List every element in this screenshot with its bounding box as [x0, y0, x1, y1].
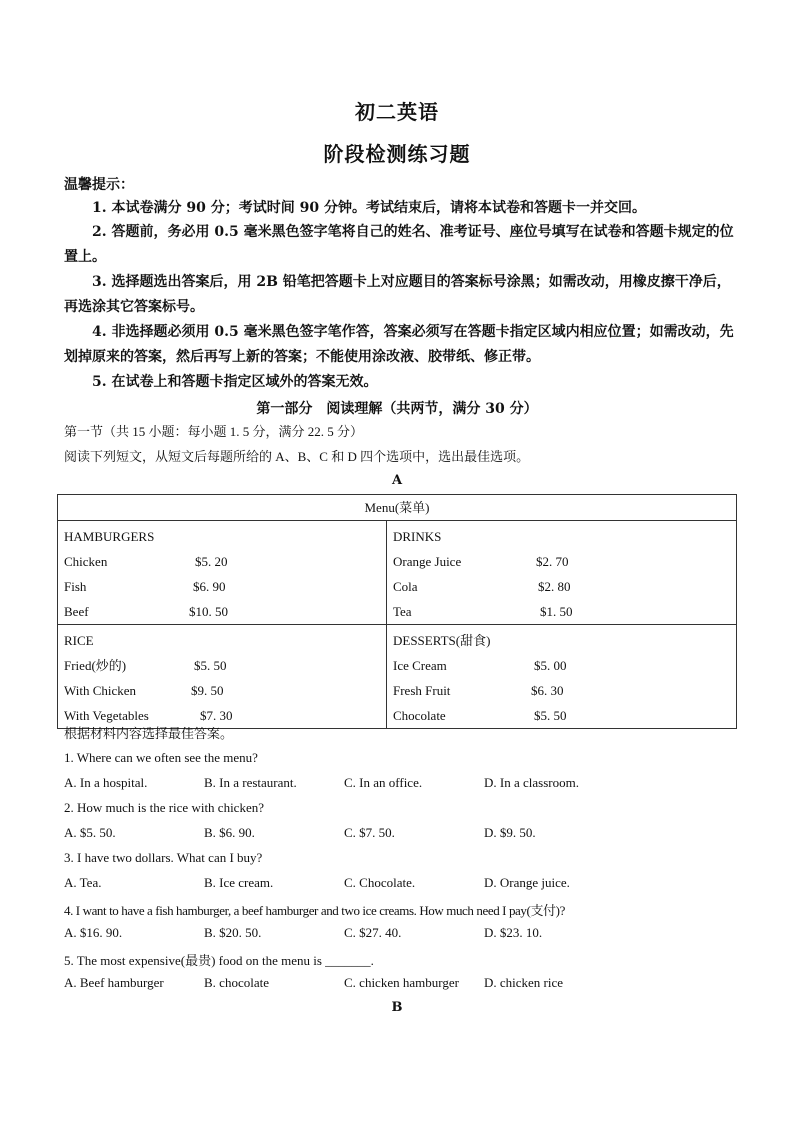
menu-item-name: With Chicken [64, 683, 137, 698]
menu-item-price: $2. 70 [536, 554, 569, 569]
question-5: 5. The most expensive(最贵) food on the menu is _______. [64, 953, 374, 968]
menu-item [393, 599, 730, 624]
reading-instruction: 阅读下列短文，从短文后每题所给的 A、B、C 和 D 四个选项中，选出最佳选项。 [64, 449, 530, 464]
menu-item-name: Cola [393, 579, 418, 594]
page-subtitle: 阶段检测练习题 [323, 142, 471, 166]
menu-item-price: $5. 50 [534, 708, 567, 723]
menu-item-price: $10. 50 [189, 604, 228, 619]
menu-item-name: Tea [393, 604, 412, 619]
menu-item-price: $7. 30 [200, 708, 233, 723]
menu-item [393, 678, 730, 703]
menu-item-name: Ice Cream [393, 658, 447, 673]
menu-item [64, 653, 380, 678]
menu-section-rice [58, 625, 387, 729]
menu-item-price: $5. 50 [194, 658, 227, 673]
question-5-option-d: D. chicken rice [484, 975, 564, 990]
menu-item [64, 549, 380, 574]
question-4-option-a: A. $16. 90. [64, 925, 123, 940]
question-4-option-b: B. $20. 50. [204, 925, 262, 940]
menu-item-price: $1. 50 [540, 604, 573, 619]
menu-section-drinks [387, 521, 737, 625]
menu-item [64, 599, 380, 624]
menu-section-desserts [387, 625, 737, 729]
question-3-option-a: A. Tea. [64, 875, 102, 890]
menu-section-heading: RICE [64, 633, 94, 648]
part1-title: 第一部分 阅读理解（共两节，满分 30 分） [256, 401, 538, 417]
question-1-option-c: C. In an office. [344, 775, 423, 790]
question-2-option-b: B. $6. 90. [204, 825, 255, 840]
question-2-option-a: A. $5. 50. [64, 825, 116, 840]
question-1: 1. Where can we often see the menu? [64, 750, 258, 765]
menu-section-heading: HAMBURGERS [64, 529, 155, 544]
question-2: 2. How much is the rice with chicken? [64, 800, 264, 815]
tips-heading: 温馨提示： [64, 177, 134, 193]
menu-section-heading: DRINKS [393, 529, 442, 544]
question-1-option-a: A. In a hospital. [64, 775, 148, 790]
question-4-option-d: D. $23. 10. [484, 925, 543, 940]
question-5-option-b: B. chocolate [204, 975, 269, 990]
question-4-option-c: C. $27. 40. [344, 925, 402, 940]
menu-item-name: With Vegetables [64, 708, 149, 723]
menu-item-name: Fried(炒的) [64, 658, 127, 673]
question-3: 3. I have two dollars. What can I buy? [64, 850, 263, 865]
menu-item [393, 549, 730, 574]
menu-item [393, 574, 730, 599]
menu-item-name: Beef [64, 604, 89, 619]
menu-item-name: Chocolate [393, 708, 446, 723]
menu-table [57, 494, 737, 729]
question-2-option-c: C. $7. 50. [344, 825, 395, 840]
questions-intro: 根据材料内容选择最佳答案。 [64, 726, 234, 741]
menu-title: Menu(菜单) [58, 495, 737, 521]
menu-item-name: Fresh Fruit [393, 683, 451, 698]
tip-item-2: 2. 答题前，务必用 0.5 毫米黑色签字笔将自己的姓名、准考证号、座位号填写在试卷和答题卡规定的位置上。 [64, 224, 734, 265]
menu-item [64, 574, 380, 599]
menu-item-price: $5. 00 [534, 658, 567, 673]
passage-letter-a: A [391, 473, 403, 488]
menu-item-price: $6. 90 [193, 579, 226, 594]
question-1-option-d: D. In a classroom. [484, 775, 579, 790]
page-title: 初二英语 [355, 100, 439, 124]
question-5-option-a: A. Beef hamburger [64, 975, 164, 990]
question-5-option-c: C. chicken hamburger [344, 975, 459, 990]
tip-item-1: 1. 本试卷满分 90 分；考试时间 90 分钟。考试结束后，请将本试卷和答题卡一并交回。 [92, 200, 646, 216]
menu-item-price: $5. 20 [195, 554, 228, 569]
question-1-option-b: B. In a restaurant. [204, 775, 297, 790]
menu-item [64, 678, 380, 703]
question-4: 4. I want to have a fish hamburger, a beef hamburger and two ice creams. How much need I pay(支付)? [64, 903, 565, 918]
tip-item-3: 3. 选择题选出答案后，用 2B 铅笔把答题卡上对应题目的答案标号涂黑；如需改动，用橡皮擦干净后，再选涂其它答案标号。 [64, 274, 731, 315]
menu-item-price: $6. 30 [531, 683, 564, 698]
question-3-option-b: B. Ice cream. [204, 875, 274, 890]
menu-section-hamburgers [58, 521, 387, 625]
menu-item-name: Fish [64, 579, 87, 594]
menu-item-name: Chicken [64, 554, 108, 569]
tip-item-5: 5. 在试卷上和答题卡指定区域外的答案无效。 [92, 374, 378, 390]
menu-section-heading: DESSERTS(甜食) [393, 633, 491, 648]
menu-item-price: $9. 50 [191, 683, 224, 698]
question-2-option-d: D. $9. 50. [484, 825, 536, 840]
menu-item [393, 653, 730, 678]
menu-item-price: $2. 80 [538, 579, 571, 594]
tip-item-4: 4. 非选择题必须用 0.5 毫米黑色签字笔作答，答案必须写在答题卡指定区域内相应位置；如需改动，先划掉原来的答案，然后再写上新的答案；不能使用涂改液、胶带纸、修正带。 [64, 324, 734, 365]
passage-letter-b: B [391, 1000, 403, 1015]
section-info: 第一节（共 15 小题：每小题 1. 5 分，满分 22. 5 分） [64, 424, 364, 439]
question-3-option-d: D. Orange juice. [484, 875, 570, 890]
menu-item [393, 703, 730, 728]
question-3-option-c: C. Chocolate. [344, 875, 416, 890]
menu-item-name: Orange Juice [393, 554, 462, 569]
